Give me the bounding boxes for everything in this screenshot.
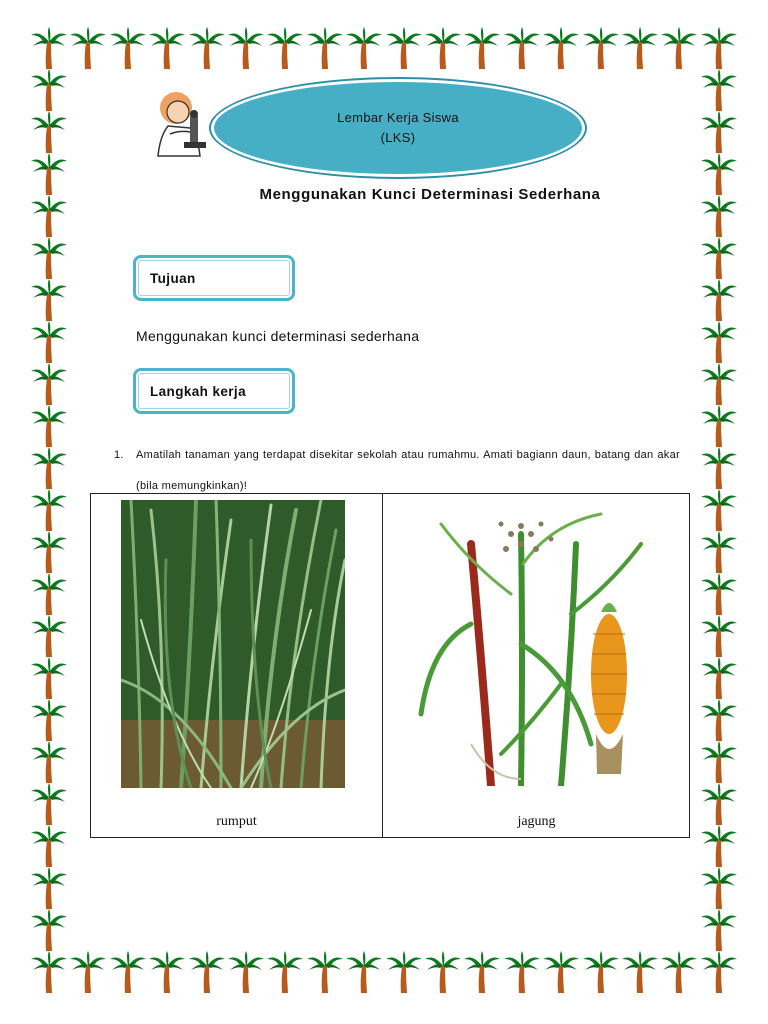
palm-tree-icon: [700, 614, 738, 658]
palm-tree-icon: [30, 656, 68, 700]
plant-table: [90, 493, 690, 838]
palm-tree-icon: [621, 26, 659, 70]
palm-tree-icon: [700, 110, 738, 154]
palm-tree-icon: [188, 950, 226, 994]
palm-tree-icon: [424, 26, 462, 70]
palm-tree-icon: [700, 908, 738, 952]
palm-tree-icon: [148, 950, 186, 994]
goal-text: Menggunakan kunci determinasi sederhana: [136, 328, 420, 344]
palm-tree-icon: [700, 152, 738, 196]
palm-tree-icon: [306, 26, 344, 70]
palm-tree-icon: [30, 740, 68, 784]
palm-tree-icon: [30, 404, 68, 448]
header-line2: (LKS): [380, 130, 416, 145]
table-cell-grass: [91, 494, 382, 837]
palm-tree-icon: [700, 278, 738, 322]
palm-tree-icon: [700, 488, 738, 532]
palm-tree-icon: [385, 950, 423, 994]
palm-tree-icon: [582, 26, 620, 70]
palm-tree-icon: [30, 26, 68, 70]
corn-illustration: [411, 504, 661, 786]
palm-tree-icon: [30, 824, 68, 868]
palm-tree-icon: [30, 236, 68, 280]
palm-tree-icon: [30, 782, 68, 826]
palm-tree-icon: [700, 194, 738, 238]
palm-tree-icon: [30, 320, 68, 364]
caption-grass: rumput: [216, 814, 257, 829]
palm-tree-icon: [700, 26, 738, 70]
palm-tree-icon: [700, 698, 738, 742]
palm-tree-icon: [700, 656, 738, 700]
palm-tree-icon: [700, 572, 738, 616]
palm-tree-icon: [503, 26, 541, 70]
palm-tree-icon: [542, 26, 580, 70]
palm-tree-icon: [582, 950, 620, 994]
palm-tree-icon: [148, 26, 186, 70]
palm-tree-icon: [700, 740, 738, 784]
palm-tree-icon: [227, 26, 265, 70]
palm-tree-icon: [30, 530, 68, 574]
palm-tree-icon: [542, 950, 580, 994]
palm-tree-icon: [30, 68, 68, 112]
page-title: Menggunakan Kunci Determinasi Sederhana: [259, 186, 601, 203]
palm-tree-icon: [345, 950, 383, 994]
palm-tree-icon: [385, 26, 423, 70]
palm-tree-icon: [30, 110, 68, 154]
steps-label-box: [133, 368, 295, 414]
palm-tree-icon: [700, 866, 738, 910]
palm-tree-icon: [700, 530, 738, 574]
palm-tree-icon: [700, 446, 738, 490]
palm-tree-icon: [700, 404, 738, 448]
header-line1: Lembar Kerja Siswa: [337, 110, 459, 125]
header-oval: [214, 82, 582, 174]
palm-tree-icon: [266, 950, 304, 994]
caption-corn: jagung: [517, 814, 556, 829]
palm-tree-icon: [30, 698, 68, 742]
palm-tree-icon: [660, 950, 698, 994]
palm-tree-icon: [188, 26, 226, 70]
palm-tree-icon: [109, 26, 147, 70]
goal-label: Tujuan: [150, 270, 196, 286]
palm-tree-icon: [30, 908, 68, 952]
palm-tree-icon: [306, 950, 344, 994]
palm-tree-icon: [463, 950, 501, 994]
palm-tree-icon: [345, 26, 383, 70]
palm-tree-icon: [227, 950, 265, 994]
step-number: 1.: [114, 449, 124, 461]
palm-tree-icon: [266, 26, 304, 70]
palm-tree-icon: [700, 320, 738, 364]
palm-tree-icon: [700, 950, 738, 994]
palm-tree-icon: [700, 824, 738, 868]
palm-tree-icon: [660, 26, 698, 70]
palm-tree-icon: [30, 362, 68, 406]
table-cell-corn: [383, 494, 690, 837]
palm-tree-icon: [700, 68, 738, 112]
step-text: Amatilah tanaman yang terdapat disekitar sekolah atau rumahmu. Amati bagiann daun, batang dan akar (bila memungkinkan)!: [136, 449, 680, 492]
palm-tree-icon: [700, 362, 738, 406]
scientist-microscope-icon: [150, 86, 214, 162]
palm-tree-icon: [424, 950, 462, 994]
palm-tree-icon: [463, 26, 501, 70]
palm-tree-icon: [30, 488, 68, 532]
palm-tree-icon: [700, 236, 738, 280]
palm-tree-icon: [30, 194, 68, 238]
palm-tree-icon: [30, 152, 68, 196]
palm-tree-icon: [69, 26, 107, 70]
palm-tree-icon: [30, 614, 68, 658]
palm-tree-icon: [109, 950, 147, 994]
palm-tree-icon: [621, 950, 659, 994]
palm-tree-icon: [69, 950, 107, 994]
palm-tree-icon: [30, 572, 68, 616]
palm-tree-icon: [30, 446, 68, 490]
palm-tree-icon: [30, 278, 68, 322]
palm-tree-icon: [30, 950, 68, 994]
goal-label-box: [133, 255, 295, 301]
grass-photo: [121, 500, 345, 788]
palm-tree-icon: [30, 866, 68, 910]
palm-tree-icon: [503, 950, 541, 994]
steps-label: Langkah kerja: [150, 383, 246, 399]
palm-tree-icon: [700, 782, 738, 826]
